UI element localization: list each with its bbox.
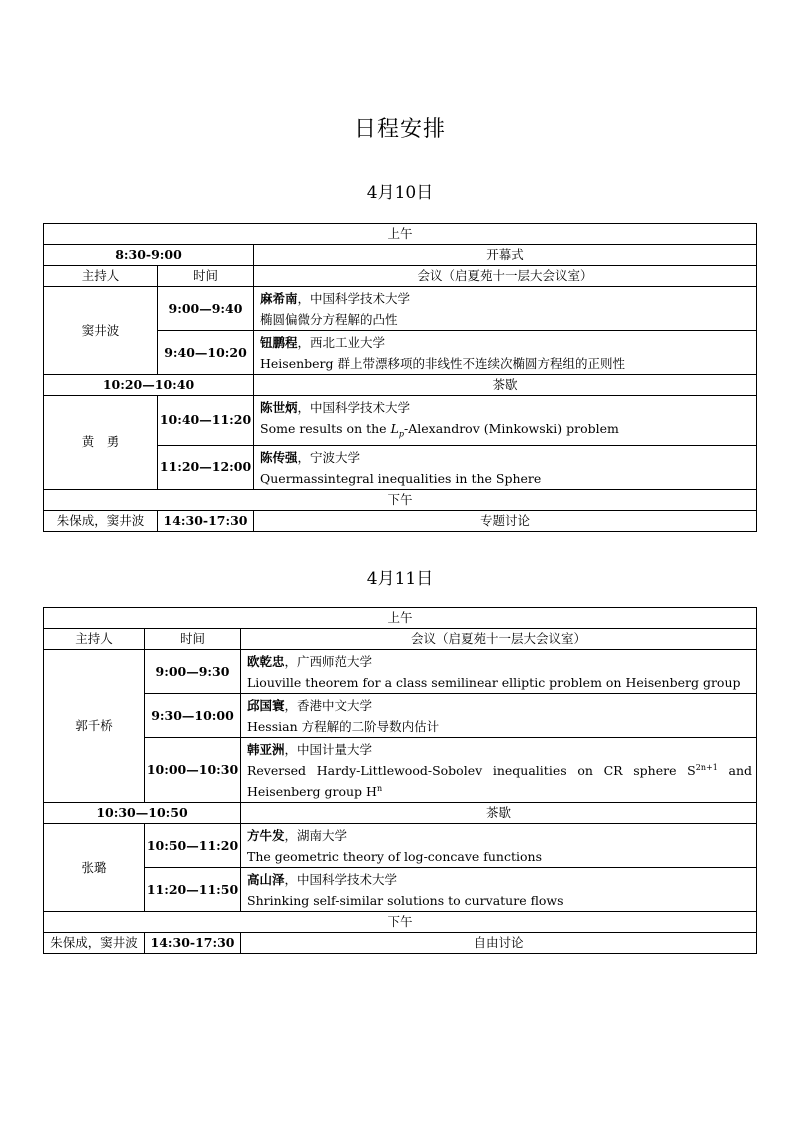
break-time: 10:30—10:50 [44, 803, 241, 824]
talk-time: 10:50—11:20 [145, 824, 241, 868]
talk-title-part: Reversed Hardy-Littlewood-Sobolev inequalities on CR sphere S [247, 763, 696, 778]
talk-time: 9:40—10:20 [158, 331, 254, 375]
speaker-affiliation: ，中国科学技术大学 [297, 291, 411, 306]
superscript: n [376, 783, 383, 793]
host-cell: 张璐 [44, 824, 145, 912]
talk-title: Quermassintegral inequalities in the Sphere [260, 470, 542, 486]
superscript: 2n+1 [695, 762, 718, 772]
talk-title: Shrinking self-similar solutions to curvature flows [247, 893, 564, 908]
lp-symbol [390, 421, 404, 439]
lp-base: L [390, 421, 399, 436]
speaker-name: 欧乾忠 [247, 654, 285, 669]
speaker-name: 陈传强 [260, 449, 298, 465]
talk-time: 10:00—10:30 [145, 738, 241, 803]
host-header: 主持人 [44, 266, 158, 287]
talk-title: Hessian 方程解的二阶导数内估计 [247, 719, 440, 734]
pm-hosts: 朱保成，窦井波 [44, 933, 145, 954]
speaker-affiliation: ，湖南大学 [284, 828, 348, 843]
talk-cell [241, 738, 757, 803]
break-label: 茶歇 [254, 375, 757, 396]
talk-time: 11:20—12:00 [158, 445, 254, 489]
talk-title-part: Some results on the [260, 421, 391, 436]
speaker-affiliation: ，宁波大学 [297, 449, 361, 465]
break-time: 10:20—10:40 [44, 375, 254, 396]
pm-time: 14:30-17:30 [145, 933, 241, 954]
host-cell: 郭千桥 [44, 650, 145, 803]
speaker-affiliation: ，中国计量大学 [284, 742, 373, 757]
pm-label: 专题讨论 [254, 510, 757, 531]
talk-time: 9:00—9:30 [145, 650, 241, 694]
time-header: 时间 [145, 629, 241, 650]
meeting-header: 会议（启夏苑十一层大会议室） [241, 629, 757, 650]
day2-schedule-table [43, 607, 757, 954]
pm-hosts: 朱保成，窦井波 [44, 510, 158, 531]
day1-schedule-table [43, 223, 757, 532]
page-title: 日程安排 [353, 117, 446, 142]
time-header: 时间 [158, 266, 254, 287]
talk-title-part: and Heisenberg group H [247, 763, 752, 799]
talk-cell [241, 650, 757, 694]
host-cell: 黄 勇 [44, 396, 158, 490]
speaker-name: 钮鹏程 [260, 335, 298, 350]
break-label: 茶歇 [241, 803, 757, 824]
speaker-name: 方牛发 [247, 828, 285, 843]
talk-time: 10:40—11:20 [158, 396, 254, 446]
talk-cell [254, 445, 757, 489]
speaker-affiliation: ，西北工业大学 [297, 335, 386, 350]
speaker-name: 邱国寰 [247, 698, 285, 713]
talk-time: 9:30—10:00 [145, 694, 241, 738]
talk-time: 11:20—11:50 [145, 868, 241, 912]
afternoon-header: 下午 [44, 912, 757, 933]
host-cell: 窦井波 [44, 287, 158, 375]
talk-title: Heisenberg 群上带漂移项的非线性不连续次椭圆方程组的正则性 [260, 356, 626, 371]
day1-date: 4月10日 [366, 183, 434, 203]
pm-time: 14:30-17:30 [158, 510, 254, 531]
meeting-header: 会议（启夏苑十一层大会议室） [254, 266, 757, 287]
day2-date: 4月11日 [366, 569, 434, 589]
speaker-affiliation: ，广西师范大学 [284, 654, 373, 669]
host-header: 主持人 [44, 629, 145, 650]
talk-cell [254, 396, 757, 446]
talk-title: The geometric theory of log-concave functions [247, 849, 542, 864]
talk-title: Liouville theorem for a class semilinear elliptic problem on Heisenberg group [247, 675, 741, 690]
morning-header: 上午 [44, 224, 757, 245]
speaker-name: 麻希南 [260, 291, 298, 306]
talk-cell [241, 868, 757, 912]
lp-subscript: p [398, 429, 404, 439]
talk-title-part: -Alexandrov (Minkowski) problem [404, 421, 619, 436]
speaker-name: 陈世炳 [260, 400, 298, 415]
speaker-affiliation: ，中国科学技术大学 [284, 872, 398, 887]
speaker-name: 韩亚洲 [247, 742, 285, 757]
morning-header: 上午 [44, 608, 757, 629]
talk-time: 9:00—9:40 [158, 287, 254, 331]
talk-cell [254, 331, 757, 375]
talk-cell [241, 694, 757, 738]
speaker-name: 高山泽 [247, 872, 285, 887]
talk-cell [254, 287, 757, 331]
speaker-affiliation: ，香港中文大学 [284, 698, 373, 713]
speaker-affiliation: ，中国科学技术大学 [297, 400, 411, 415]
talk-title [247, 760, 752, 802]
opening-label: 开幕式 [254, 245, 757, 266]
afternoon-header: 下午 [44, 489, 757, 510]
opening-time: 8:30-9:00 [44, 245, 254, 266]
pm-label: 自由讨论 [241, 933, 757, 954]
talk-title [260, 418, 752, 445]
talk-title: 椭圆偏微分方程解的凸性 [260, 312, 398, 327]
talk-cell [241, 824, 757, 868]
